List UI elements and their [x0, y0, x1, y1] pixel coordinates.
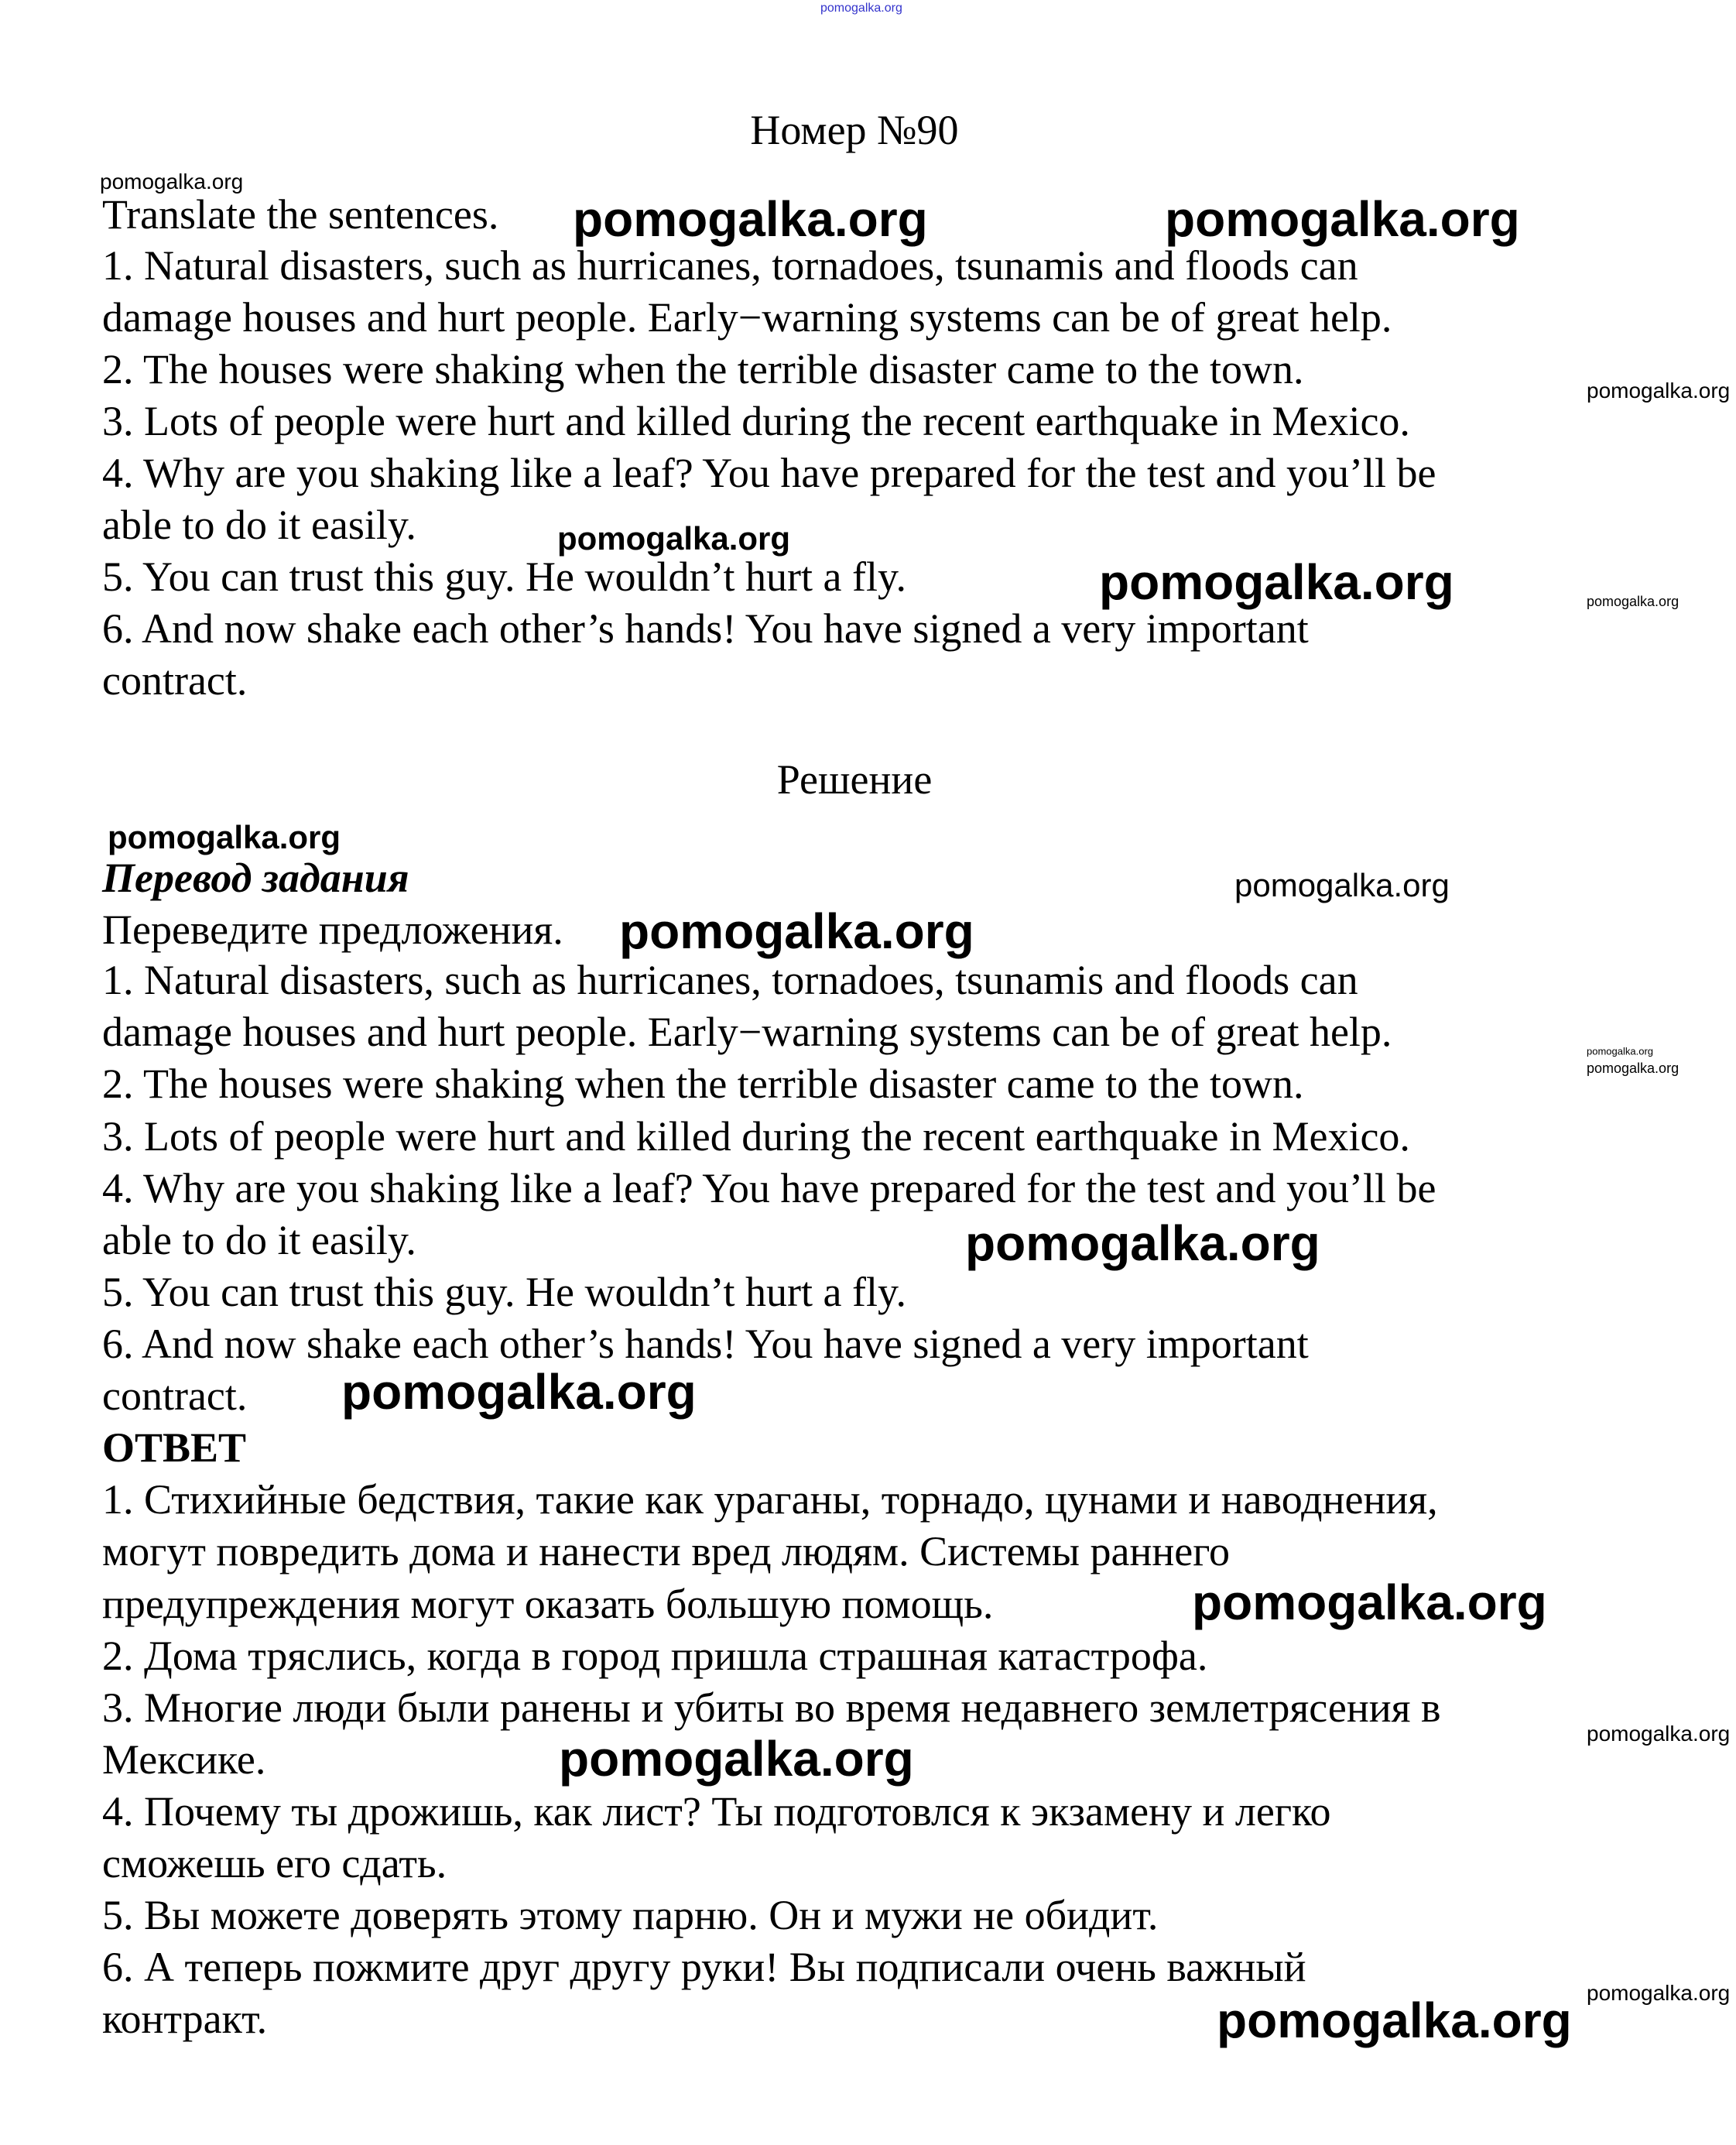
watermark: pomogalka.org [1587, 1981, 1731, 2005]
answer-line: сможешь его сдать. [102, 1840, 447, 1886]
watermark: pomogalka.org [1587, 1722, 1731, 1746]
answer-line: могут повредить дома и нанести вред людям. Системы раннего [102, 1528, 1231, 1574]
watermark: pomogalka.org [559, 1731, 914, 1787]
watermark: pomogalka.org [1587, 379, 1731, 403]
watermark: pomogalka.org [1099, 554, 1454, 610]
task-line: able to do it easily. [102, 502, 416, 548]
translation-line: 3. Lots of people were hurt and killed during the recent earthquake in Mexico. [102, 1113, 1410, 1160]
answer-line: контракт. [102, 1996, 268, 2042]
task-line: 2. The houses were shaking when the terrible disaster came to the town. [102, 346, 1304, 392]
task-line: 6. And now shake each other’s hands! You have signed a very important [102, 605, 1309, 652]
watermark: pomogalka.org [573, 191, 928, 247]
watermark: pomogalka.org [1165, 191, 1520, 247]
watermark: pomogalka.org [820, 2, 902, 15]
watermark: pomogalka.org [1587, 1045, 1653, 1057]
watermark: pomogalka.org [557, 520, 791, 557]
task-intro: Translate the sentences. [102, 191, 499, 238]
answer-line: 2. Дома тряслись, когда в город пришла страшная катастрофа. [102, 1633, 1208, 1679]
translation-line: 1. Natural disasters, such as hurricanes, tornadoes, tsunamis and floods can [102, 957, 1358, 1003]
watermark: pomogalka.org [1234, 867, 1450, 903]
answer-line: 5. Вы можете доверять этому парню. Он и мужи не обидит. [102, 1892, 1159, 1938]
watermark: pomogalka.org [965, 1215, 1320, 1271]
task-line: damage houses and hurt people. Early−warning systems can be of great help. [102, 294, 1392, 341]
watermark: pomogalka.org [619, 903, 974, 959]
task-line: 1. Natural disasters, such as hurricanes, tornadoes, tsunamis and floods can [102, 242, 1358, 289]
task-line: 3. Lots of people were hurt and killed during the recent earthquake in Mexico. [102, 398, 1410, 444]
answer-line: 4. Почему ты дрожишь, как лист? Ты подготовлся к экзамену и легко [102, 1788, 1331, 1835]
answer-line: Мексике. [102, 1736, 266, 1783]
answer-line: предупреждения могут оказать большую помощь. [102, 1581, 994, 1627]
translation-line: 4. Why are you shaking like a leaf? You have prepared for the test and you’ll be [102, 1165, 1436, 1211]
translation-intro: Переведите предложения. [102, 906, 563, 953]
task-line: 4. Why are you shaking like a leaf? You have prepared for the test and you’ll be [102, 450, 1436, 496]
translation-line: 6. And now shake each other’s hands! You have signed a very important [102, 1321, 1309, 1367]
answer-line: 1. Стихийные бедствия, такие как ураганы, торнадо, цунами и наводнения, [102, 1476, 1438, 1523]
translation-line: able to do it easily. [102, 1217, 416, 1263]
watermark: pomogalka.org [1192, 1574, 1547, 1630]
task-line: 5. You can trust this guy. He wouldn’t hurt a fly. [102, 553, 906, 600]
watermark: pomogalka.org [108, 819, 341, 855]
watermark: pomogalka.org [1217, 1993, 1572, 2048]
translation-line: damage houses and hurt people. Early−warning systems can be of great help. [102, 1009, 1392, 1055]
translation-line: 5. You can trust this guy. He wouldn’t hurt a fly. [102, 1269, 906, 1315]
answer-line: 6. А теперь пожмите друг другу руки! Вы подписали очень важный [102, 1944, 1306, 1990]
solution-heading: Решение [776, 756, 933, 803]
watermark: pomogalka.org [341, 1364, 697, 1420]
task-line: contract. [102, 657, 248, 704]
watermark: pomogalka.org [100, 170, 244, 194]
translation-line: contract. [102, 1372, 248, 1419]
page-title: Номер №90 [750, 107, 959, 153]
watermark: pomogalka.org [1587, 594, 1680, 609]
translation-heading: Перевод задания [102, 855, 409, 901]
watermark: pomogalka.org [1587, 1061, 1680, 1076]
answer-heading: ОТВЕТ [102, 1424, 247, 1471]
translation-line: 2. The houses were shaking when the terrible disaster came to the town. [102, 1061, 1304, 1107]
answer-line: 3. Многие люди были ранены и убиты во время недавнего землетрясения в [102, 1684, 1441, 1731]
